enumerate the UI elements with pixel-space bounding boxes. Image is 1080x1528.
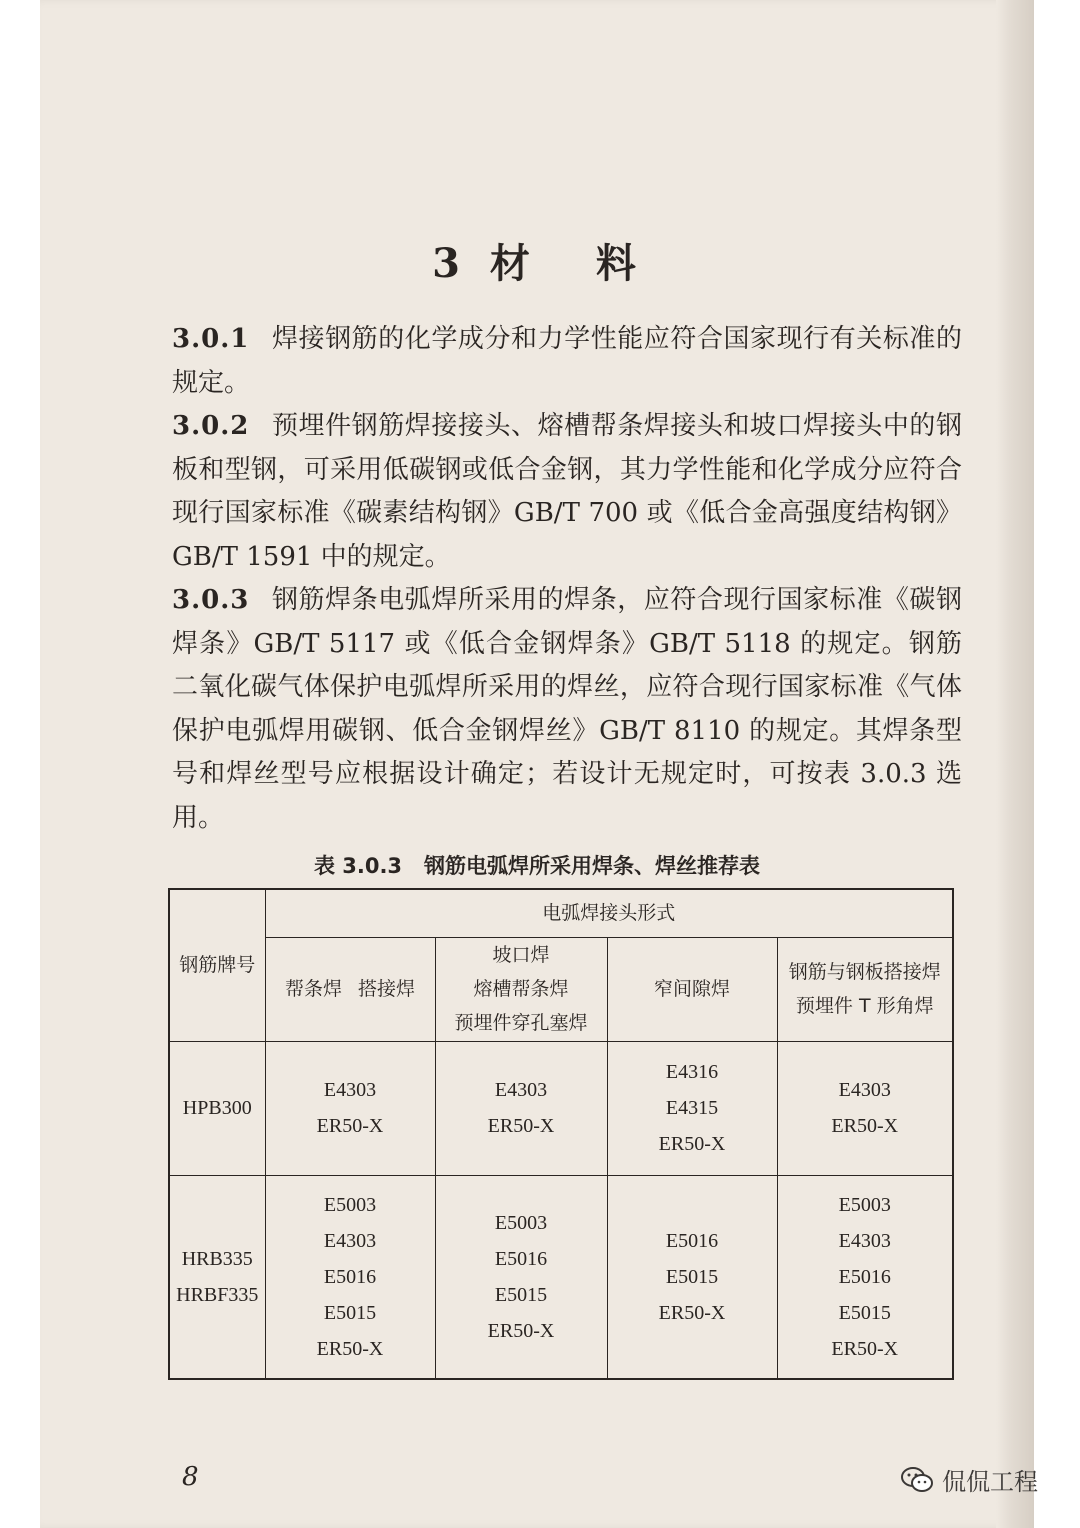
header-groove-weld xyxy=(435,937,607,1041)
cell-grade xyxy=(169,1041,265,1175)
cell-line: E5015 xyxy=(665,1265,719,1288)
table-row xyxy=(169,1041,953,1175)
cell-line: E4303 xyxy=(494,1079,548,1101)
clause-id: 3.0.2 xyxy=(172,411,250,441)
chapter-title-part1: 材 xyxy=(489,239,536,287)
cell-col2 xyxy=(435,1175,607,1379)
table-caption xyxy=(40,850,1034,880)
clause-3-0-3 xyxy=(172,579,962,840)
header-narrow-gap-weld: 窄间隙焊 xyxy=(607,937,777,1041)
cell-line: ER50-X xyxy=(316,1337,384,1360)
cell-line: E5015 xyxy=(323,1301,377,1324)
book-spine-shadow xyxy=(996,0,1034,1528)
cell-line: E5016 xyxy=(323,1265,377,1288)
header-joint-type-group: 电弧焊接头形式 xyxy=(265,889,953,937)
cell-line: E4303 xyxy=(323,1229,377,1252)
clause-3-0-2 xyxy=(172,405,962,579)
cell-line: E4315 xyxy=(665,1097,719,1119)
wechat-icon xyxy=(900,1465,934,1495)
chapter-title-part2: 料 xyxy=(595,239,642,287)
clause-text: 钢筋焊条电弧焊所采用的焊条，应符合现行国家标准《碳钢焊条》GB/T 5117 或《低合金钢焊条》GB/T 5118 的规定。钢筋二氧化碳气体保护电弧焊所采用的焊丝，应符合现行国家标准《气体保护电弧焊用碳钢、低合金钢焊丝》GB/T 8110 的规定。其焊条型号和焊丝型号应根据设计确定；若设计无规定时，可按表 3.0.3 选用。 xyxy=(172,585,962,833)
header-line: 坡口焊 xyxy=(492,944,550,966)
account-watermark xyxy=(900,1462,1038,1497)
cell-line: ER50-X xyxy=(316,1115,384,1137)
cell-line: ER50-X xyxy=(658,1301,726,1324)
watermark-text: 侃侃工程 xyxy=(942,1468,1038,1496)
cell-line: ER50-X xyxy=(487,1319,555,1342)
electrode-recommendation-table xyxy=(168,888,954,1380)
cell-line: E5015 xyxy=(838,1301,891,1324)
cell-line: ER50-X xyxy=(658,1133,726,1155)
clause-list xyxy=(172,318,962,840)
clause-id: 3.0.1 xyxy=(172,324,250,354)
clause-id: 3.0.3 xyxy=(172,585,250,615)
cell-line: ER50-X xyxy=(831,1115,899,1137)
cell-line: ER50-X xyxy=(831,1337,899,1360)
cell-line: E5016 xyxy=(494,1247,548,1270)
cell-col3 xyxy=(607,1041,777,1175)
cell-line: HRB335 xyxy=(181,1247,253,1270)
header-line: 预埋件穿孔塞焊 xyxy=(454,1012,588,1034)
cell-col1 xyxy=(265,1041,435,1175)
book-page xyxy=(40,0,1034,1528)
table-row xyxy=(169,1175,953,1379)
header-grade: 钢筋牌号 xyxy=(169,889,265,1041)
header-line: 熔槽帮条焊 xyxy=(473,978,569,1000)
header-bar-lap-weld xyxy=(265,937,435,1041)
cell-line: HPB300 xyxy=(182,1097,252,1119)
clause-text: 焊接钢筋的化学成分和力学性能应符合国家现行有关标准的规定。 xyxy=(172,324,962,398)
cell-line: E5003 xyxy=(323,1193,377,1216)
header-line: 钢筋与钢板搭接焊 xyxy=(788,961,941,983)
cell-grade xyxy=(169,1175,265,1379)
cell-line: E4303 xyxy=(838,1229,891,1252)
cell-line: E5003 xyxy=(494,1211,548,1234)
chapter-number: 3 xyxy=(432,239,466,287)
header-plate-lap-weld xyxy=(777,937,953,1041)
chapter-title xyxy=(40,232,1034,289)
cell-line: E5015 xyxy=(494,1283,548,1306)
cell-line: E4303 xyxy=(323,1079,377,1101)
cell-line: ER50-X xyxy=(487,1115,555,1137)
cell-line: HRBF335 xyxy=(176,1283,259,1306)
clause-text: 预埋件钢筋焊接接头、熔槽帮条焊接头和坡口焊接头中的钢板和型钢，可采用低碳钢或低合金钢，其力学性能和化学成分应符合现行国家标准《碳素结构钢》GB/T 700 或《低合金高强度结构钢》GB/T 1591 中的规定。 xyxy=(172,411,962,572)
table-subheader-row xyxy=(169,937,953,1041)
cell-line: E4316 xyxy=(665,1061,719,1083)
page-number: 8 xyxy=(182,1462,199,1492)
cell-col3 xyxy=(607,1175,777,1379)
clause-3-0-1 xyxy=(172,318,962,405)
cell-line: E5003 xyxy=(838,1193,891,1216)
cell-col4 xyxy=(777,1175,953,1379)
header-line: 预埋件 T 形角焊 xyxy=(795,995,934,1017)
cell-line: E5016 xyxy=(838,1265,891,1288)
table-caption-id: 表 3.0.3 xyxy=(313,854,403,878)
cell-col2 xyxy=(435,1041,607,1175)
cell-col1 xyxy=(265,1175,435,1379)
cell-line: E5016 xyxy=(665,1229,719,1252)
header-bar-weld: 帮条焊 xyxy=(284,978,342,1000)
table-header-row xyxy=(169,889,953,937)
table-caption-text: 钢筋电弧焊所采用焊条、焊丝推荐表 xyxy=(424,854,761,878)
cell-col4 xyxy=(777,1041,953,1175)
cell-line: E4303 xyxy=(838,1079,891,1101)
header-lap-weld: 搭接焊 xyxy=(358,978,416,1000)
